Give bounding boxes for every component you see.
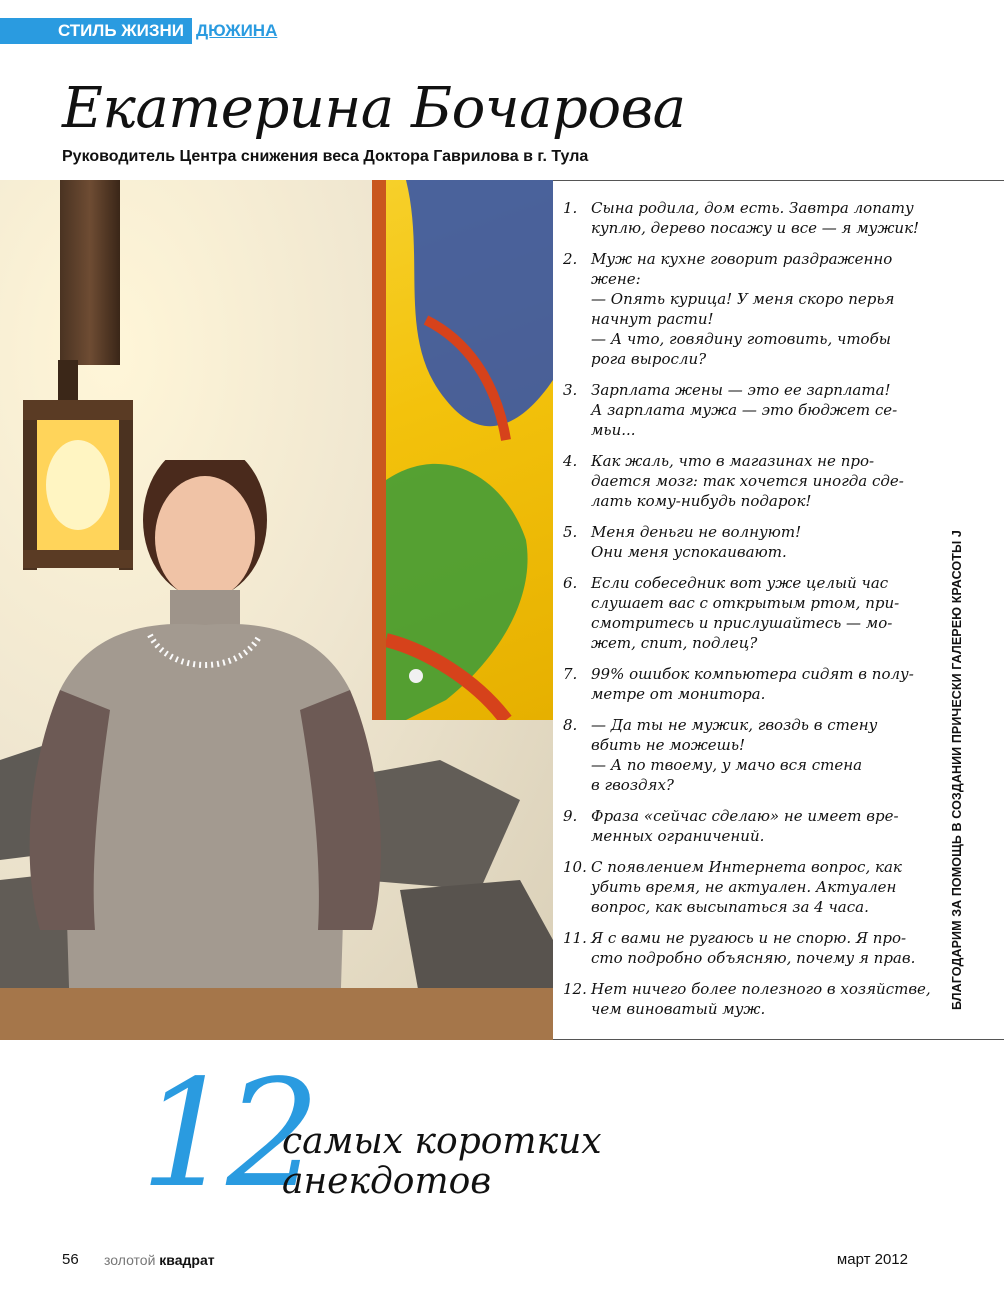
photo-credit: БЛАГОДАРИМ ЗА ПОМОЩЬ В СОЗДАНИИ ПРИЧЕСКИ ГАЛЕРЕЮ КРАСОТЫ J bbox=[950, 530, 964, 1010]
jokes-list bbox=[563, 198, 935, 1030]
joke-item: 7. 99% ошибок компьютера сидят в полу- метре от монитора. bbox=[563, 665, 914, 703]
section-tab bbox=[0, 18, 192, 44]
subsection-link[interactable]: ДЮЖИНА bbox=[196, 21, 278, 40]
joke-item: 4. Как жаль, что в магазинах не про- дается мозг: так хочется иногда сде- лать кому-нибудь подарок! bbox=[563, 452, 904, 510]
woman-figure bbox=[0, 460, 553, 1040]
magazine-name-light: золотой bbox=[104, 1252, 156, 1268]
joke-item: 2. Муж на кухне говорит раздраженно жене: — Опять курица! У меня скоро перья начнут расти! — А что, говядину готовить, чтобы рога выросли? bbox=[563, 250, 895, 368]
joke-item: 9. Фраза «сейчас сделаю» не имеет вре- менных ограничений. bbox=[563, 807, 899, 845]
person-name: Екатерина Бочарова bbox=[62, 76, 686, 141]
person-role: Руководитель Центра снижения веса Доктора Гаврилова в г. Тула bbox=[62, 148, 589, 165]
section-label: СТИЛЬ ЖИЗНИ bbox=[57, 21, 184, 40]
magazine-name-bold: квадрат bbox=[159, 1252, 215, 1268]
title-number: 12 bbox=[140, 1048, 313, 1220]
wooden-beam bbox=[60, 180, 120, 365]
joke-item: 5. Меня деньги не волнуют! Они меня успокаивают. bbox=[563, 523, 802, 561]
joke-item: 6. Если собеседник вот уже целый час слушает вас с открытым ртом, при- смотритесь и прислушайтесь — мо- жет, спит, подлец? bbox=[563, 574, 900, 652]
page-number: 56 bbox=[62, 1251, 79, 1268]
joke-item: 11. Я с вами не ругаюсь и не спорю. Я про- сто подробно объясняю, почему я прав. bbox=[563, 929, 916, 967]
joke-item: 3. Зарплата жены — это ее зарплата! А зарплата мужа — это бюджет се- мьи... bbox=[563, 381, 898, 439]
joke-item: 8. — Да ты не мужик, гвоздь в стену вбить не можешь! — А по твоему, у мачо вся стена в гвоздях? bbox=[563, 716, 878, 794]
joke-item: 12. Нет ничего более полезного в хозяйстве, чем виноватый муж. bbox=[563, 980, 931, 1018]
article-title: самых коротких анекдотов bbox=[282, 1121, 602, 1202]
portrait-photo bbox=[0, 180, 553, 1040]
joke-item: 1. Сына родила, дом есть. Завтра лопату куплю, дерево посажу и все — я мужик! bbox=[563, 199, 920, 237]
joke-item: 10. С появлением Интернета вопрос, как убить время, не актуален. Актуален вопрос, как высыпаться за 4 часа. bbox=[563, 858, 902, 916]
magazine-name bbox=[104, 1252, 215, 1268]
issue-date: март 2012 bbox=[836, 1251, 908, 1268]
